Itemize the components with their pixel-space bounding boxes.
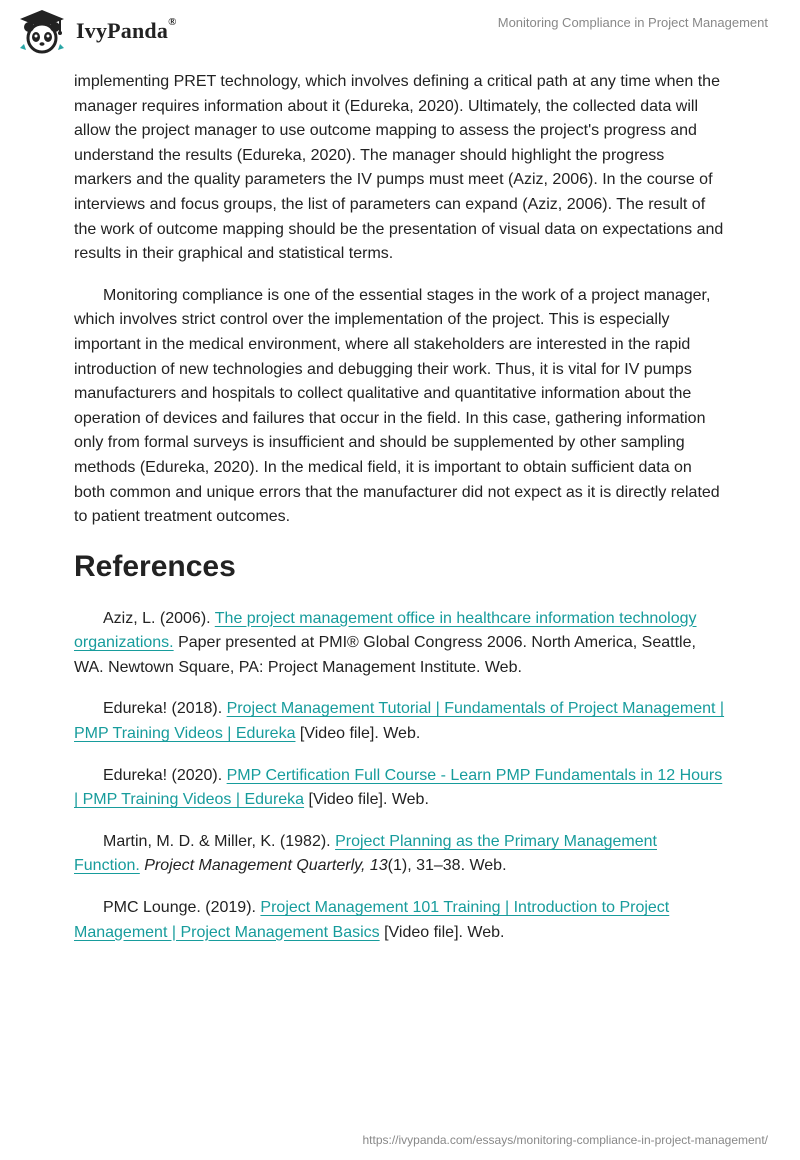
reference-link[interactable]: The project management office in healthcare information technology organizations. xyxy=(74,609,697,652)
reference-link[interactable]: Project Planning as the Primary Management Function. xyxy=(74,832,657,875)
essay-content xyxy=(74,70,726,962)
brand-name: IvyPanda® xyxy=(76,16,177,43)
references-heading: References xyxy=(74,549,236,583)
body-paragraph: implementing PRET technology, which involves defining a critical path at any time when the manager requires information about it (Edureka, 2020). Ultimately, the collected data will allow the project manager to use outcome mapping to assess the project's progress and understand the results (Edureka, 2020). The manager should highlight the progress markers and the quality parameters the IV pumps must meet (Aziz, 2006). In the course of interviews and focus groups, the list of parameters can expand (Aziz, 2006). The result of the work of outcome mapping should be the presentation of visual data on expectations and results in their graphical and statistical terms. xyxy=(74,73,724,263)
reference-link[interactable]: Project Management Tutorial | Fundamentals of Project Management | PMP Training Videos | Edureka xyxy=(74,700,725,743)
reference-item: PMC Lounge. (2019). Project Management 101 Training | Introduction to Project Management | Project Management Basics [Video file]. Web. xyxy=(74,899,670,941)
reference-item: Edureka! (2018). Project Management Tutorial | Fundamentals of Project Management | PMP Training Videos | Edureka [Video file]. Web. xyxy=(74,700,725,743)
page-header xyxy=(0,0,800,64)
reference-item: Edureka! (2020). PMP Certification Full Course - Learn PMP Fundamentals in 12 Hours | PMP Training Videos | Edureka [Video file]. Web. xyxy=(74,766,723,809)
reference-link[interactable]: PMP Certification Full Course - Learn PMP Fundamentals in 12 Hours | PMP Training Videos | Edureka xyxy=(74,766,723,809)
reference-item: Martin, M. D. & Miller, K. (1982). Project Planning as the Primary Management Function. Project Management Quarterly, 13(1), 31–38. Web. xyxy=(74,832,657,875)
ivypanda-logo[interactable] xyxy=(14,8,177,54)
panda-graduate-icon xyxy=(14,8,70,54)
reference-link[interactable]: Project Management 101 Training | Introduction to Project Management | Project Management Basics xyxy=(74,899,670,941)
document-title: Monitoring Compliance in Project Management xyxy=(497,15,768,30)
reference-item: Aziz, L. (2006). The project management office in healthcare information technology organizations. Paper presented at PMI® Global Congress 2006. North America, Seattle, WA. Newtown Square, PA: Project Management Institute. Web. xyxy=(74,609,697,676)
journal-title: Project Management Quarterly, 13 xyxy=(139,857,388,875)
body-paragraph: Monitoring compliance is one of the essential stages in the work of a project manager, which involves strict control over the implementation of the project. This is especially important in the medical environment, where all stakeholders are interested in the rapid introduction of new technologies and debugging their work. Thus, it is vital for IV pumps manufacturers and hospitals to collect qualitative and quantitative information about the operation of devices and failures that occur in the field. In this case, gathering information only from formal surveys is insufficient and should be supplemented by other sampling methods (Edureka, 2020). In the medical field, it is important to obtain sufficient data on both common and unique errors that the manufacturer did not expect as it is directly related to patient treatment outcomes. xyxy=(74,286,720,526)
footer-url: https://ivypanda.com/essays/monitoring-compliance-in-project-management/ xyxy=(362,1133,768,1147)
